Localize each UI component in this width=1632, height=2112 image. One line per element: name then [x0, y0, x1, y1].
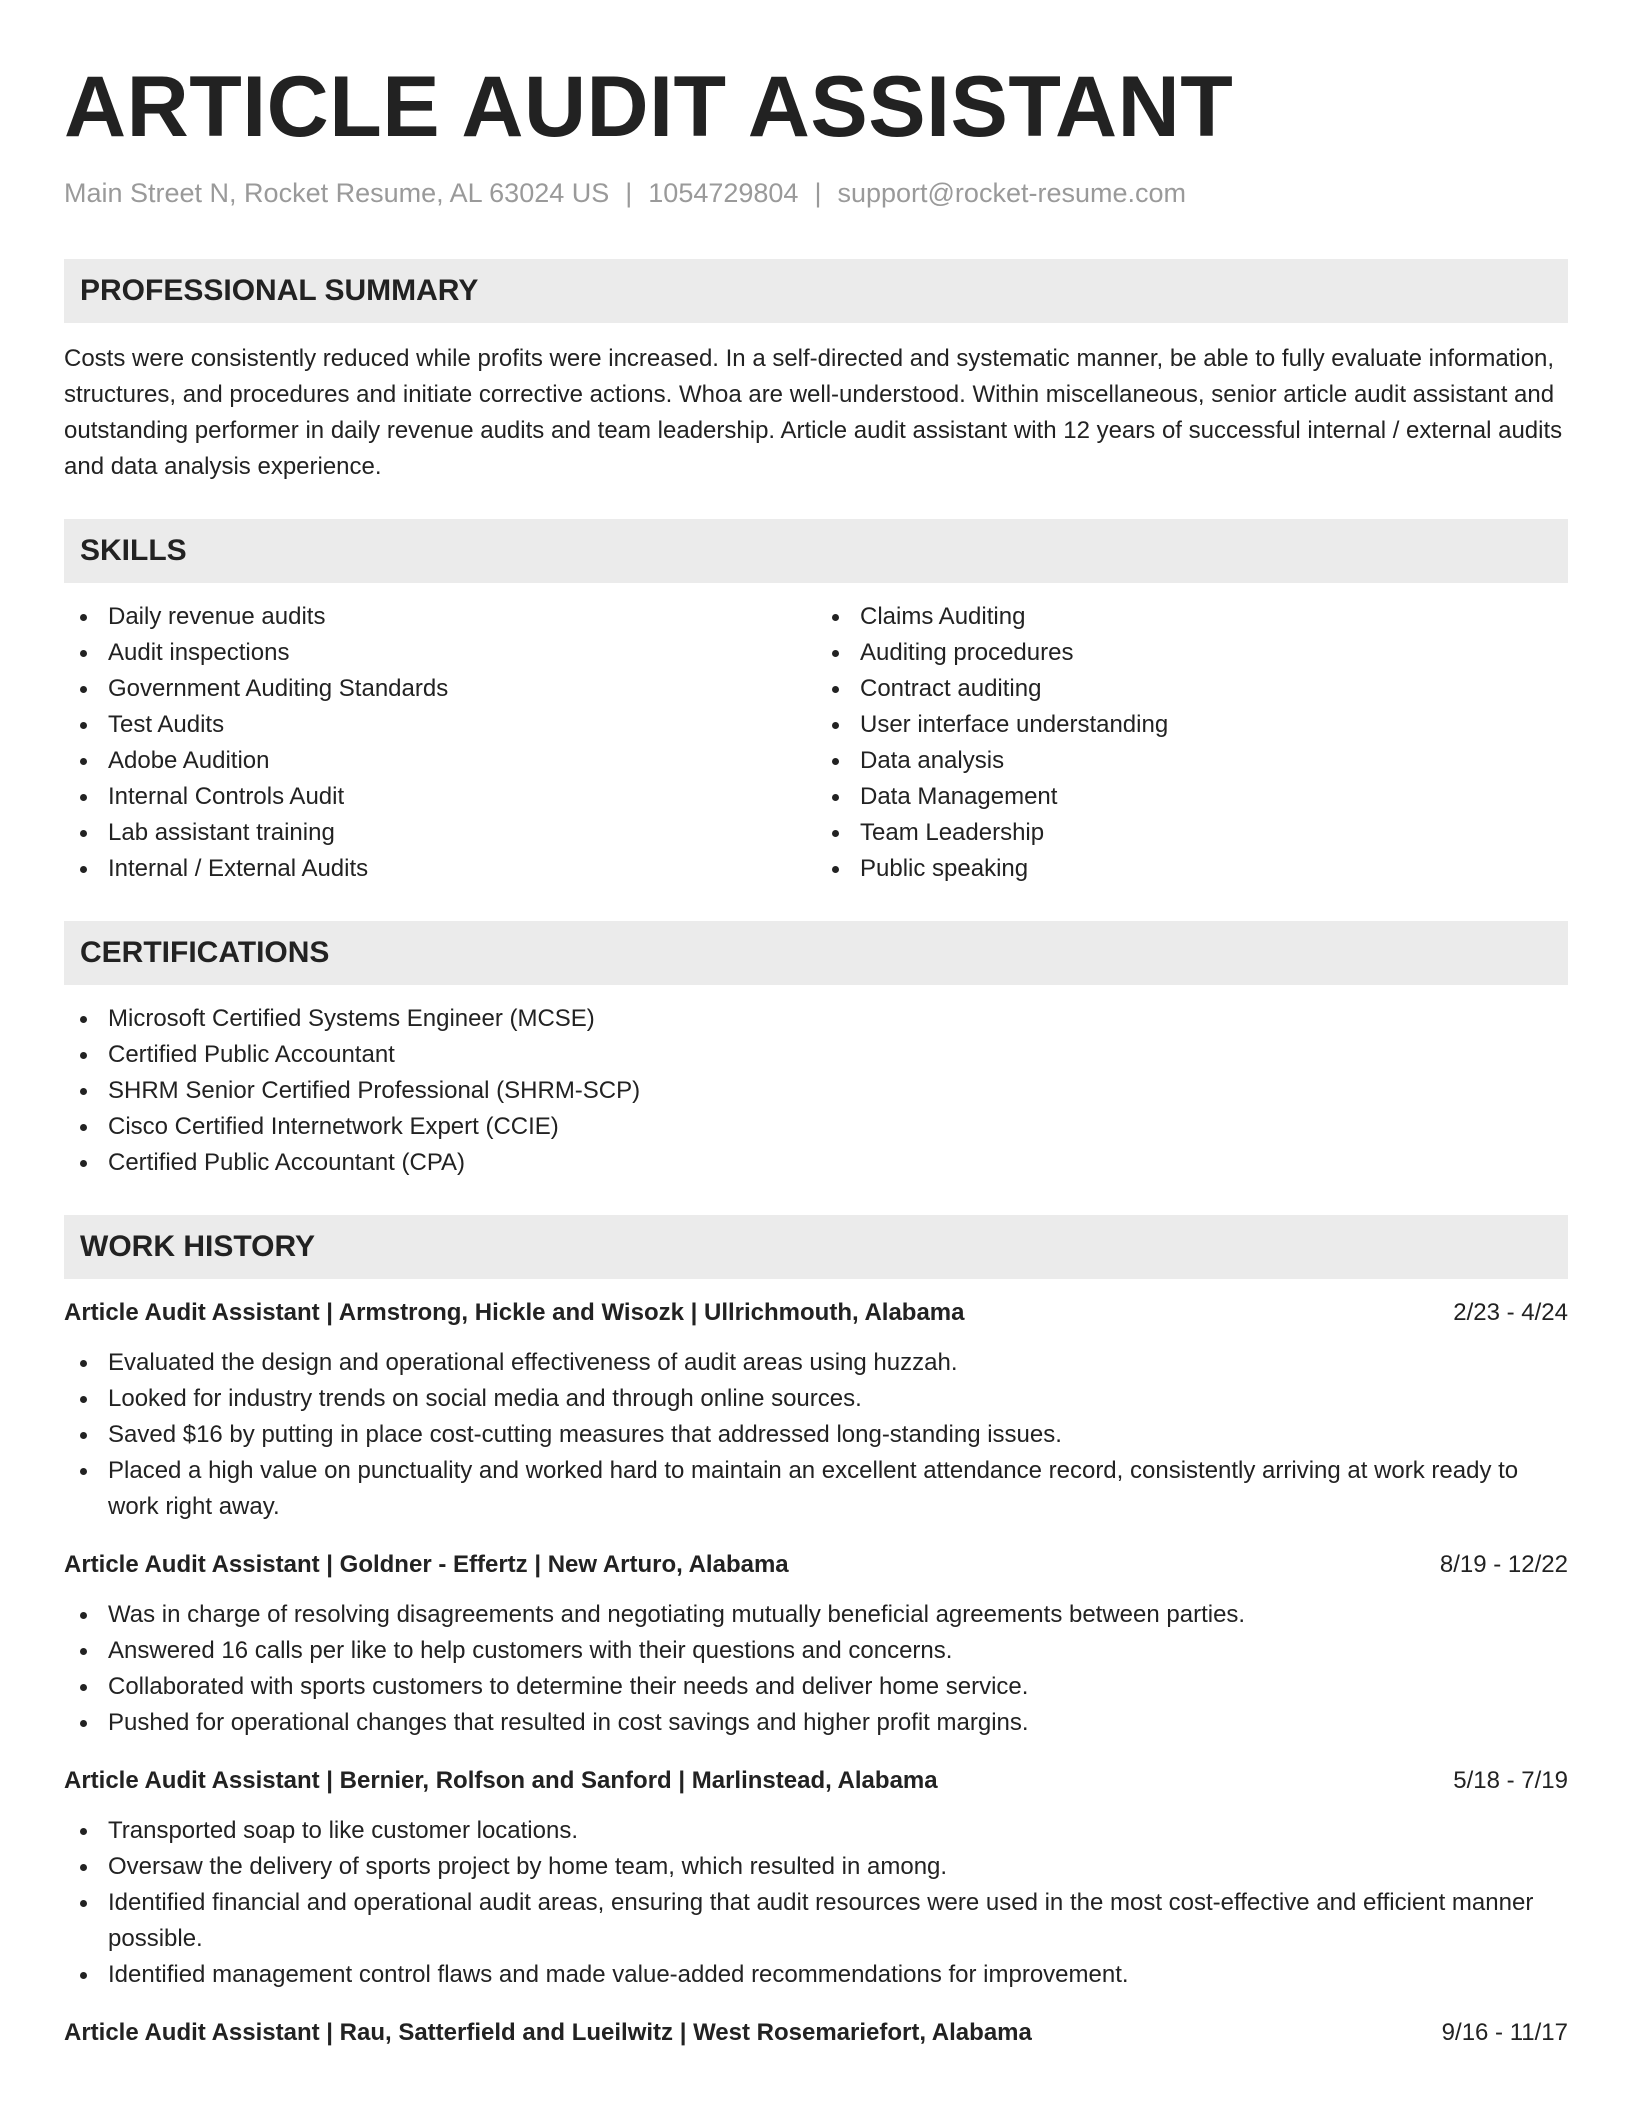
contact-separator: | [625, 178, 633, 208]
resume-name: ARTICLE AUDIT ASSISTANT [64, 59, 1234, 155]
skill-item: Daily revenue audits [64, 599, 816, 635]
job-title: Article Audit Assistant | Armstrong, Hickle and Wisozk | Ullrichmouth, Alabama [64, 1299, 965, 1326]
skill-item: Contract auditing [816, 671, 1568, 707]
skill-item: Audit inspections [64, 635, 816, 671]
certification-item: Microsoft Certified Systems Engineer (MCSE) [64, 1001, 1568, 1037]
job-title: Article Audit Assistant | Goldner - Effertz | New Arturo, Alabama [64, 1551, 789, 1578]
job-title: Article Audit Assistant | Rau, Satterfield and Lueilwitz | West Rosemariefort, Alabama [64, 2019, 1032, 2046]
job-bullet: Looked for industry trends on social media and through online sources. [64, 1381, 1568, 1417]
skills-grid [64, 583, 1568, 887]
contact-email: support@rocket-resume.com [837, 178, 1186, 208]
summary-text: Costs were consistently reduced while profits were increased. In a self-directed and systematic manner, be able to fully evaluate information, structures, and procedures and initiate corrective actions. Whoa are well-understood. Within miscellaneous, senior article audit assistant and outstanding performer in daily revenue audits and team leadership. Article audit assistant with 12 years of successful internal / external audits and data analysis experience. [64, 345, 1563, 480]
contact-address: Main Street N, Rocket Resume, AL 63024 US [64, 178, 610, 208]
certification-item: SHRM Senior Certified Professional (SHRM-SCP) [64, 1073, 1568, 1109]
job-bullets [64, 1597, 1568, 1741]
contact-line [64, 178, 1568, 209]
skill-item: Public speaking [816, 851, 1568, 887]
skills-column-left [64, 583, 816, 887]
certifications-list [64, 1001, 1568, 1181]
skill-item: Test Audits [64, 707, 816, 743]
skill-item: Data analysis [816, 743, 1568, 779]
contact-separator: | [814, 178, 822, 208]
skill-item: User interface understanding [816, 707, 1568, 743]
skill-item: Lab assistant training [64, 815, 816, 851]
job-bullet: Was in charge of resolving disagreements and negotiating mutually beneficial agreements between parties. [64, 1597, 1568, 1633]
job-bullet: Pushed for operational changes that resulted in cost savings and higher profit margins. [64, 1705, 1568, 1741]
job-header [64, 2015, 1568, 2051]
skill-item: Team Leadership [816, 815, 1568, 851]
job-bullet: Identified financial and operational audit areas, ensuring that audit resources were used in the most cost-effective and efficient manner possible. [64, 1885, 1568, 1957]
job-bullet: Collaborated with sports customers to determine their needs and deliver home service. [64, 1669, 1568, 1705]
job-header [64, 1547, 1568, 1583]
skills-list-right [816, 599, 1568, 887]
section-header-work-history: WORK HISTORY [64, 1215, 1568, 1279]
skills-column-right [816, 583, 1568, 887]
job-bullet: Identified management control flaws and made value-added recommendations for improvement. [64, 1957, 1568, 1993]
job-title: Article Audit Assistant | Bernier, Rolfson and Sanford | Marlinstead, Alabama [64, 1767, 938, 1794]
certification-item: Cisco Certified Internetwork Expert (CCIE) [64, 1109, 1568, 1145]
job-entry [64, 1763, 1568, 1993]
job-bullet: Transported soap to like customer locations. [64, 1813, 1568, 1849]
job-dates: 2/23 - 4/24 [1453, 1299, 1568, 1326]
skills-list-left [64, 599, 816, 887]
job-entry [64, 1295, 1568, 1525]
job-dates: 8/19 - 12/22 [1439, 1551, 1568, 1578]
skill-item: Government Auditing Standards [64, 671, 816, 707]
skill-item: Auditing procedures [816, 635, 1568, 671]
job-bullets [64, 1813, 1568, 1993]
job-bullet: Evaluated the design and operational effectiveness of audit areas using huzzah. [64, 1345, 1568, 1381]
job-dates: 5/18 - 7/19 [1453, 1767, 1568, 1794]
skill-item: Claims Auditing [816, 599, 1568, 635]
job-bullet: Placed a high value on punctuality and worked hard to maintain an excellent attendance record, consistently arriving at work ready to work right away. [64, 1453, 1568, 1525]
job-entry [64, 1547, 1568, 1741]
section-header-skills: SKILLS [64, 519, 1568, 583]
section-header-summary: PROFESSIONAL SUMMARY [64, 259, 1568, 323]
job-bullet: Answered 16 calls per like to help customers with their questions and concerns. [64, 1633, 1568, 1669]
contact-phone: 1054729804 [648, 178, 799, 208]
skill-item: Internal Controls Audit [64, 779, 816, 815]
job-entry [64, 2015, 1568, 2051]
certification-item: Certified Public Accountant [64, 1037, 1568, 1073]
section-header-certifications: CERTIFICATIONS [64, 921, 1568, 985]
job-dates: 9/16 - 11/17 [1441, 2019, 1568, 2046]
job-bullets [64, 1345, 1568, 1525]
skill-item: Internal / External Audits [64, 851, 816, 887]
job-header [64, 1763, 1568, 1799]
skill-item: Adobe Audition [64, 743, 816, 779]
job-header [64, 1295, 1568, 1331]
job-bullet: Oversaw the delivery of sports project by home team, which resulted in among. [64, 1849, 1568, 1885]
skill-item: Data Management [816, 779, 1568, 815]
certification-item: Certified Public Accountant (CPA) [64, 1145, 1568, 1181]
job-bullet: Saved $16 by putting in place cost-cutting measures that addressed long-standing issues. [64, 1417, 1568, 1453]
